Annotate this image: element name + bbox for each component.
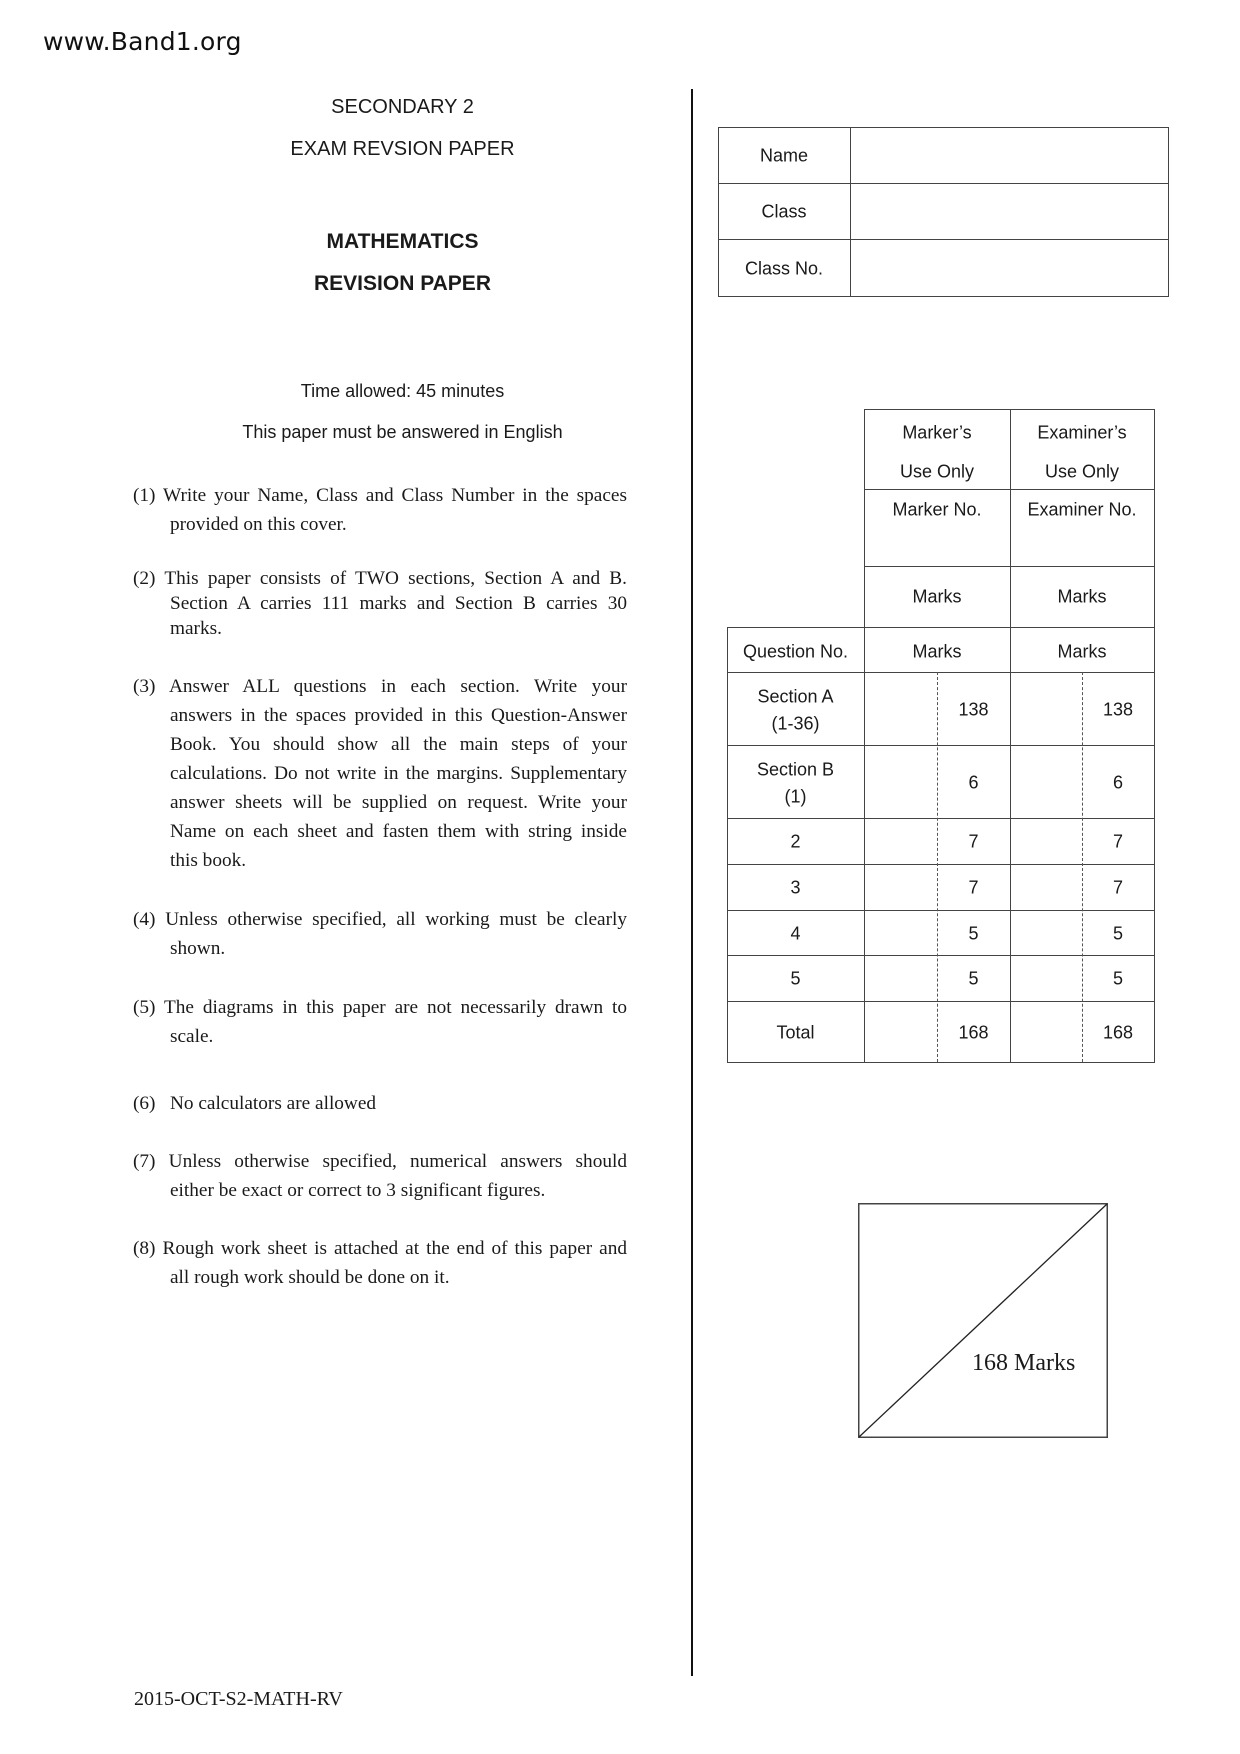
paper-code: 2015-OCT-S2-MATH-RV [134,1688,343,1710]
instruction-text: answer sheets will be supplied on request. Write your [170,792,627,813]
instruction-first-line [133,1234,627,1263]
student-table-rule [718,239,1169,240]
instruction-continuation-line [133,1263,627,1292]
question-label: 3 [790,877,801,898]
question-label: Section A [757,686,834,706]
instruction-continuation-line [133,510,627,539]
question-label: 5 [790,968,801,989]
examiner-header-line: Examiner’s [1037,422,1127,443]
question-no-header: Question No. [742,641,849,662]
instruction-item [133,993,627,1051]
instruction-text: scale. [170,1026,214,1047]
examiner-score-field[interactable] [1012,957,1080,999]
marking-table-rule [1154,409,1155,1063]
time-allowed: Time allowed: 45 minutes [300,381,505,401]
question-label-sub: (1) [784,786,807,806]
marking-table-rule [727,627,1155,628]
instruction-number: (6) [133,1093,156,1114]
instruction-text: answers in the spaces provided in this Question-Answer [170,705,627,726]
examiner-max-marks: 6 [1112,772,1123,792]
instruction-continuation-line [133,701,627,730]
instruction-first-line [133,993,627,1022]
instruction-text: all rough work should be done on it. [170,1267,450,1288]
instruction-continuation-line [133,788,627,817]
instruction-item [133,481,627,539]
instruction-first-line [133,566,627,591]
marking-table-rule [727,955,1155,956]
marking-table-rule [864,409,865,1063]
examiner-marks-header: Marks [1057,641,1107,662]
examiner-score-field[interactable] [1012,747,1080,816]
instruction-text: provided on this cover. [170,514,347,535]
total-marks-label: 168 Marks [972,1350,1076,1376]
marker-max-marks: 7 [968,877,979,898]
marker-score-field[interactable] [866,957,935,999]
marker-score-field[interactable] [866,820,935,862]
examiner-max-marks: 5 [1112,923,1123,943]
instruction-first-line [133,1089,627,1118]
instruction-continuation-line [133,730,627,759]
instruction-number: (4) [133,909,156,930]
total-marks-diagonal [859,1204,1107,1437]
instruction-continuation-line [133,1022,627,1051]
marking-table-rule [727,818,1155,819]
total-marks-box[interactable] [858,1203,1108,1438]
examiner-score-field[interactable] [1012,1003,1080,1060]
student-class-field[interactable] [852,185,1166,237]
marking-table-dashed-rule [937,672,938,1062]
student-table-rule [718,127,1169,128]
student-class-no-field[interactable] [852,241,1166,294]
marker-score-field[interactable] [866,912,935,953]
student-table-rule [718,183,1169,184]
student-table-rule [1168,127,1169,297]
instruction-number: (7) [133,1151,156,1172]
instruction-text: Answer ALL questions in each section. Write your [168,676,627,697]
instruction-item [133,566,627,641]
examiner-max-marks: 7 [1112,877,1123,898]
examiner-max-marks: 7 [1112,831,1123,852]
question-label-sub: (1-36) [771,713,820,733]
subtitle: REVISION PAPER [314,272,491,295]
instruction-number: (8) [133,1238,156,1259]
total-marks-box-frame [858,1203,1108,1438]
marker-score-field[interactable] [866,1003,935,1060]
marker-max-marks: 5 [968,923,979,943]
examiner-marks-label: Marks [1057,586,1107,607]
instruction-text: Unless otherwise specified, all working must be clearly [165,909,627,930]
instruction-continuation-line [133,759,627,788]
instruction-first-line [133,1147,627,1176]
instruction-text: calculations. Do not write in the margins. Supplementary [170,763,627,784]
instruction-first-line [133,905,627,934]
instruction-text: this book. [170,850,247,871]
instruction-continuation-line [133,591,627,616]
examiner-max-marks: 138 [1102,699,1134,719]
page-divider [691,89,693,1676]
instruction-text: Rough work sheet is attached at the end of this paper and [162,1238,627,1259]
marker-score-field[interactable] [866,866,935,908]
marking-table-rule [727,910,1155,911]
subject-title: MATHEMATICS [326,230,479,253]
instruction-number: (1) [133,485,156,506]
marker-no-field[interactable] [866,522,1008,564]
instruction-text: Section A carries 111 marks and Section B carries 30 [170,593,627,614]
marker-max-marks: 168 [958,1022,989,1042]
instruction-first-line [133,672,627,701]
examiner-score-field[interactable] [1012,674,1080,743]
instruction-number: (3) [133,676,156,697]
marker-header-line: Marker’s [902,422,972,443]
marker-max-marks: 138 [958,699,989,719]
marking-table-rule [727,745,1155,746]
marking-table-rule [1010,409,1011,1063]
instruction-item [133,905,627,963]
question-label: Section B [756,759,835,779]
instruction-continuation-line [133,817,627,846]
instruction-text: Write your Name, Class and Class Number in the spaces [163,485,627,506]
instruction-text: The diagrams in this paper are not necessarily drawn to [164,997,627,1018]
instruction-text: shown. [170,938,226,959]
instruction-number: (2) [133,568,156,589]
examiner-max-marks: 168 [1102,1022,1134,1042]
instruction-item [133,1089,627,1118]
instruction-continuation-line [133,616,627,641]
paper-type-heading: EXAM REVSION PAPER [290,138,515,160]
marking-table-rule [727,1001,1155,1002]
instruction-item [133,672,627,875]
instruction-item [133,1147,627,1205]
marker-marks-label: Marks [912,586,962,607]
instruction-text: Unless otherwise specified, numerical answers should [168,1151,627,1172]
marking-table-rule [727,1062,1155,1063]
marker-score-field[interactable] [866,674,935,743]
marker-max-marks: 6 [968,772,979,792]
marker-score-field[interactable] [866,747,935,816]
examiner-max-marks: 5 [1112,968,1123,989]
instruction-text: This paper consists of TWO sections, Section A and B. [164,568,627,589]
student-table-rule [718,296,1169,297]
examiner-score-field[interactable] [1012,912,1080,953]
examiner-header-line: Use Only [1044,461,1120,482]
instruction-first-line [133,481,627,510]
marker-marks-header: Marks [912,641,962,662]
student-field-label: Class [761,201,807,222]
marker-max-marks: 5 [968,968,979,989]
marking-table-rule [727,672,1155,673]
marking-table-rule [727,864,1155,865]
instruction-text: No calculators are allowed [169,1093,377,1114]
instruction-text: marks. [170,618,222,639]
examiner-no-label: Examiner No. [1027,499,1137,520]
marking-table-dashed-rule [1082,672,1083,1062]
instruction-text: Book. You should show all the main steps of your [170,734,627,755]
instruction-number: (5) [133,997,156,1018]
marker-max-marks: 7 [968,831,979,852]
student-field-label: Name [759,145,808,166]
marker-no-label: Marker No. [892,499,982,520]
question-label: Total [776,1022,815,1042]
examiner-score-field[interactable] [1012,866,1080,908]
language-note: This paper must be answered in English [242,422,563,442]
instruction-text: Name on each sheet and fasten them with string inside [170,821,627,842]
examiner-score-field[interactable] [1012,820,1080,862]
instruction-item [133,1234,627,1292]
marker-header-line: Use Only [899,461,975,482]
student-name-field[interactable] [852,129,1166,181]
instruction-text: either be exact or correct to 3 significant figures. [170,1180,546,1201]
examiner-no-field[interactable] [1012,522,1152,564]
level-heading: SECONDARY 2 [331,96,474,118]
question-label: 4 [790,923,801,943]
watermark-text: www.Band1.org [43,27,242,56]
instruction-continuation-line [133,846,627,875]
instruction-continuation-line [133,934,627,963]
question-label: 2 [790,831,801,852]
student-field-label: Class No. [744,258,824,278]
instruction-continuation-line [133,1176,627,1205]
